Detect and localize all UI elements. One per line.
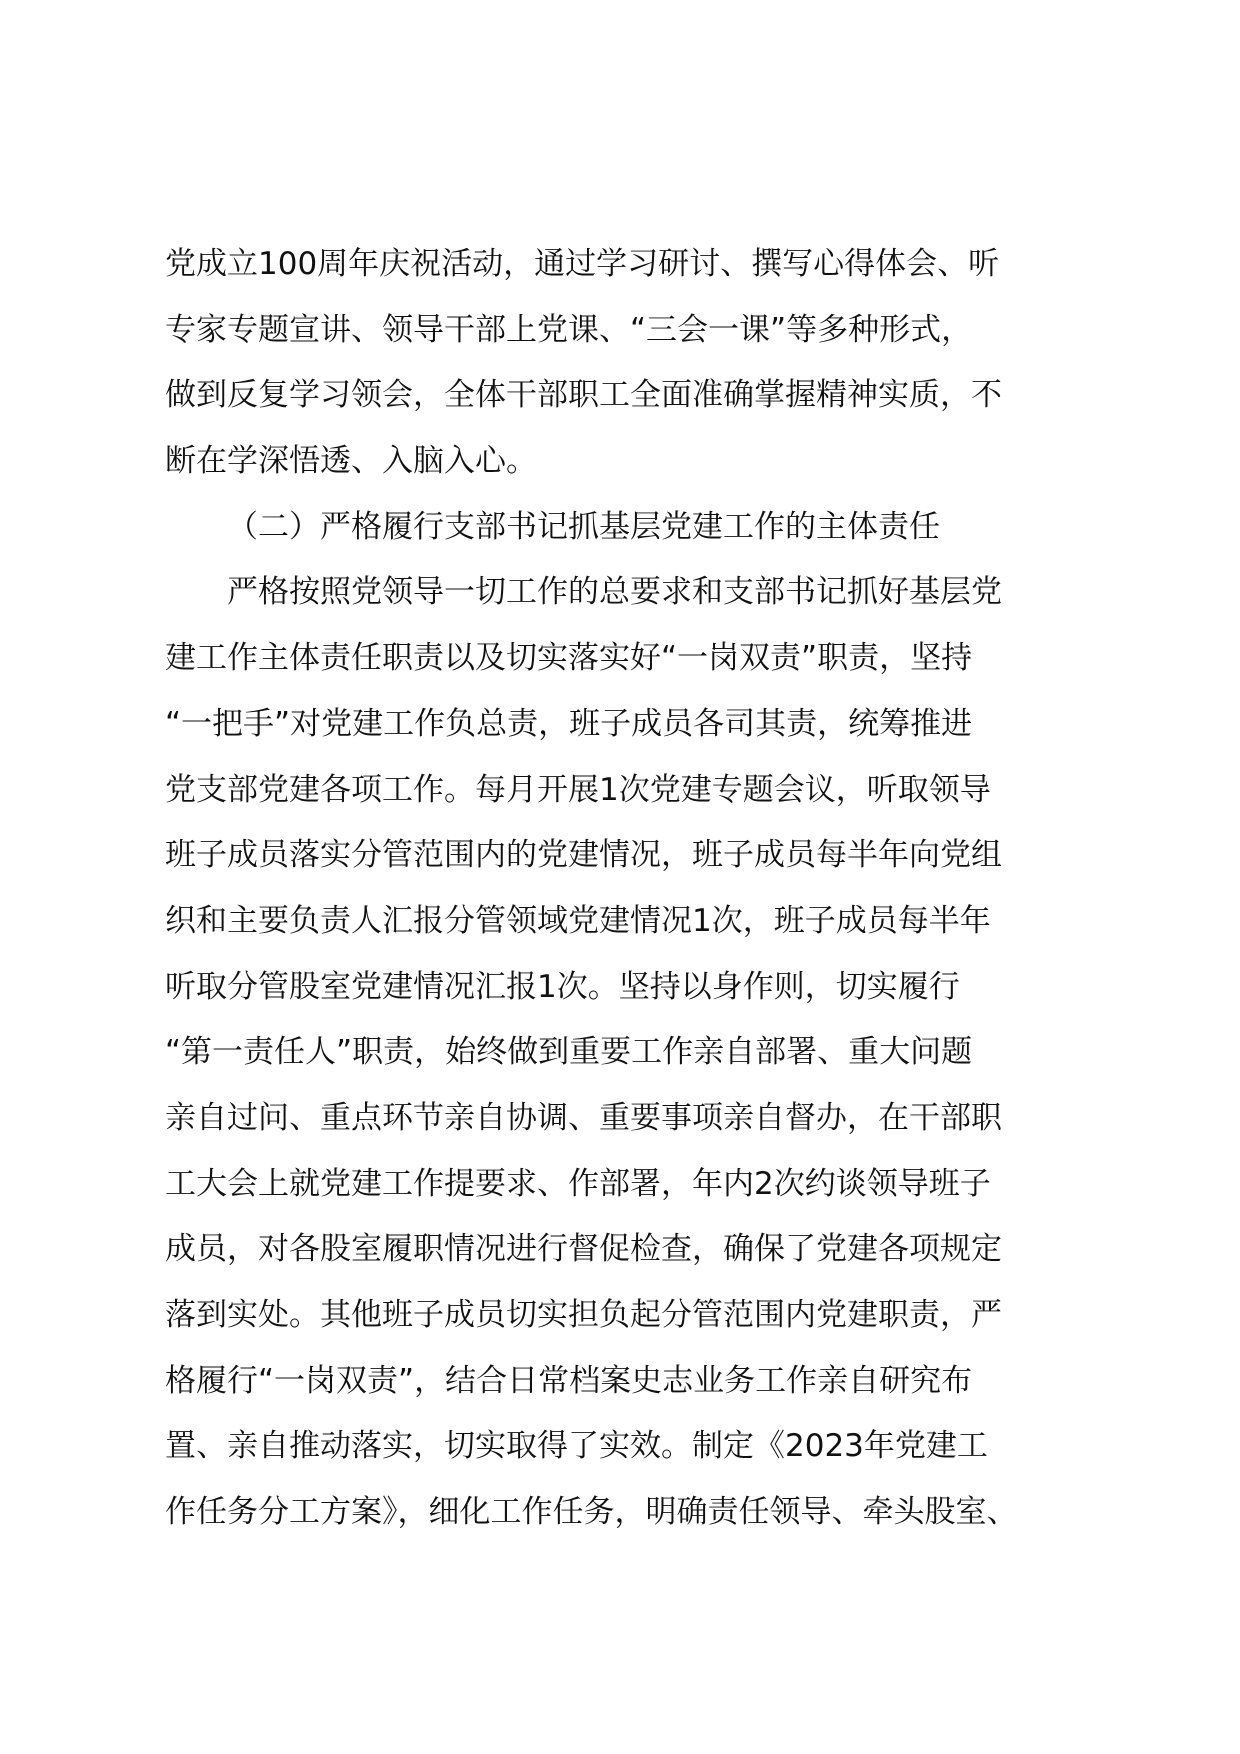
paragraph-line: 作任务分工方案》，细化工作任务，明确责任领导、牵头股室、 <box>165 1494 1018 1531</box>
paragraph-line: 格履行“一岗双责”，结合日常档案史志业务工作亲自研究布 <box>165 1362 973 1399</box>
paragraph-line: 班子成员落实分管范围内的党建情况，班子成员每半年向党组 <box>165 837 1002 874</box>
paragraph-line: 断在学深悟透、入脑入心。 <box>165 443 537 480</box>
paragraph-line: 党支部党建各项工作。每月开展1次党建专题会议，听取领导 <box>165 771 991 808</box>
body-text <box>165 232 1100 1546</box>
paragraph-line: “第一责任人”职责，始终做到重要工作亲自部署、重大问题 <box>165 1034 973 1071</box>
paragraph-line: 专家专题宣讲、领导干部上党课、“三会一课”等多种形式， <box>165 311 973 348</box>
paragraph-line: 严格按照党领导一切工作的总要求和支部书记抓好基层党 <box>227 574 1002 611</box>
paragraph-line: 做到反复学习领会，全体干部职工全面准确掌握精神实质，不 <box>165 377 1002 414</box>
paragraph-line: 工大会上就党建工作提要求、作部署，年内2次约谈领导班子 <box>165 1165 991 1202</box>
paragraph-line: 建工作主体责任职责以及切实落实好“一岗双责”职责，坚持 <box>165 640 973 677</box>
paragraph-line: 织和主要负责人汇报分管领域党建情况1次，班子成员每半年 <box>165 902 991 939</box>
paragraph-line: 成员，对各股室履职情况进行督促检查，确保了党建各项规定 <box>165 1231 1002 1268</box>
paragraph-line: 亲自过问、重点环节亲自协调、重要事项亲自督办，在干部职 <box>165 1099 1002 1136</box>
paragraph-line: 听取分管股室党建情况汇报1次。坚持以身作则，切实履行 <box>165 968 960 1005</box>
paragraph-line: 党成立100周年庆祝活动，通过学习研讨、撰写心得体会、听 <box>165 246 1000 282</box>
paragraph-line: “一把手”对党建工作负总责，班子成员各司其责，统筹推进 <box>165 705 973 742</box>
section-heading: （二）严格履行支部书记抓基层党建工作的主体责任 <box>227 508 940 545</box>
paragraph-line: 置、亲自推动落实，切实取得了实效。制定《2023年党建工 <box>165 1428 988 1465</box>
paragraph-line: 落到实处。其他班子成员切实担负起分管范围内党建职责，严 <box>165 1297 1002 1333</box>
